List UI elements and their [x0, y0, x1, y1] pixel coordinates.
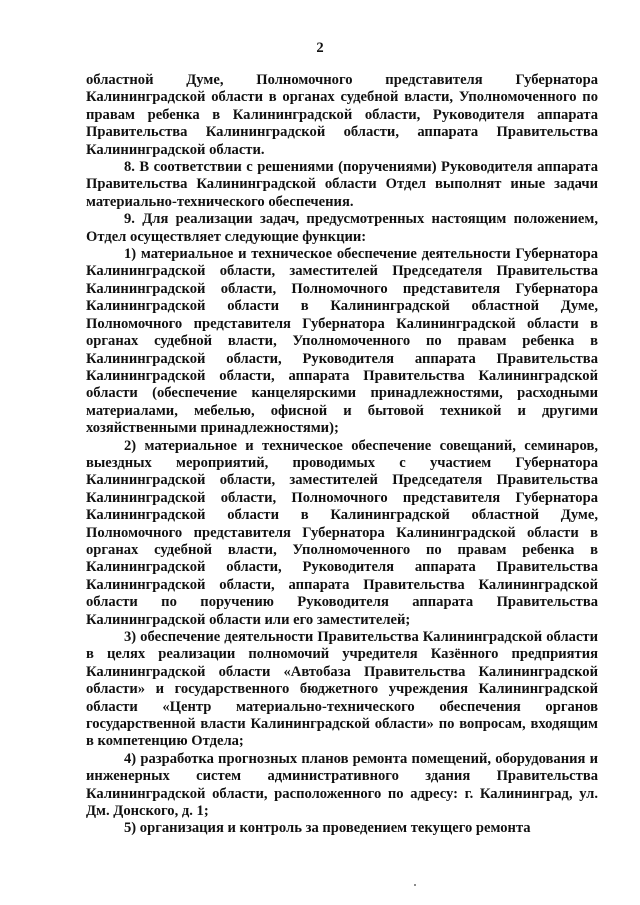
paragraph-item-8: 8. В соответствии с решениями (поручениями) Руководителя аппарата Правительства Калининградской области Отдел выполнят иные задачи материально-технического обеспечения.	[86, 159, 598, 210]
document-body	[86, 72, 598, 838]
function-item-1: 1) материальное и техническое обеспечение деятельности Губернатора Калининградской области, заместителей Председателя Правительства Калининградской области, Полномочного представителя Губернатора Калининградской области в Калининградской областной Думе, Полномочного представителя Губернатора Калининградской области в органах судебной власти, Уполномоченного по правам ребенка в Калининградской области, Руководителя аппарата Правительства Калининградской области, аппарата Правительства Калининградской области (обеспечение канцелярскими принадлежностями, расходными материалами, мебелью, офисной и бытовой техникой и другими хозяйственными принадлежностями);	[86, 246, 598, 437]
paragraph-continuation: областной Думе, Полномочного представителя Губернатора Калининградской области в органах судебной власти, Уполномоченного по правам ребенка в Калининградской области, Руководителя аппарата Правительства Калининградской области, аппарата Правительства Калининградской области.	[86, 72, 598, 158]
function-item-3: 3) обеспечение деятельности Правительства Калининградской области в целях реализации полномочий учредителя Казённого предприятия Калининградской области «Автобаза Правительства Калининградской области» и государственного бюджетного учреждения Калининградской области «Центр материально-технического обеспечения органов государственной власти Калининградской области» по вопросам, входящим в компетенцию Отдела;	[86, 629, 598, 750]
scan-speck	[414, 884, 416, 886]
function-item-4: 4) разработка прогнозных планов ремонта помещений, оборудования и инженерных систем административного здания Правительства Калининградской области, расположенного по адресу: г. Калининград, ул. Дм. Донского, д. 1;	[86, 750, 598, 820]
function-item-5: 5) организация и контроль за проведением текущего ремонта	[124, 820, 531, 837]
function-item-2: 2) материальное и техническое обеспечение совещаний, семинаров, выездных мероприятий, проводимых с участием Губернатора Калининградской области, заместителей Председателя Правительства Калининградской области, Полномочного представителя Губернатора Калининградской области в Калининградской областной Думе, Полномочного представителя Губернатора Калининградской области в органах судебной власти, Уполномоченного по правам ребенка в Калининградской области, Руководителя аппарата Правительства Калининградской области, аппарата Правительства Калининградской области по поручению Руководителя аппарата Правительства Калининградской области или его заместителей;	[86, 437, 598, 628]
paragraph-item-9: 9. Для реализации задач, предусмотренных настоящим положением, Отдел осуществляет следующие функции:	[86, 211, 598, 245]
page-number: 2	[316, 40, 324, 56]
